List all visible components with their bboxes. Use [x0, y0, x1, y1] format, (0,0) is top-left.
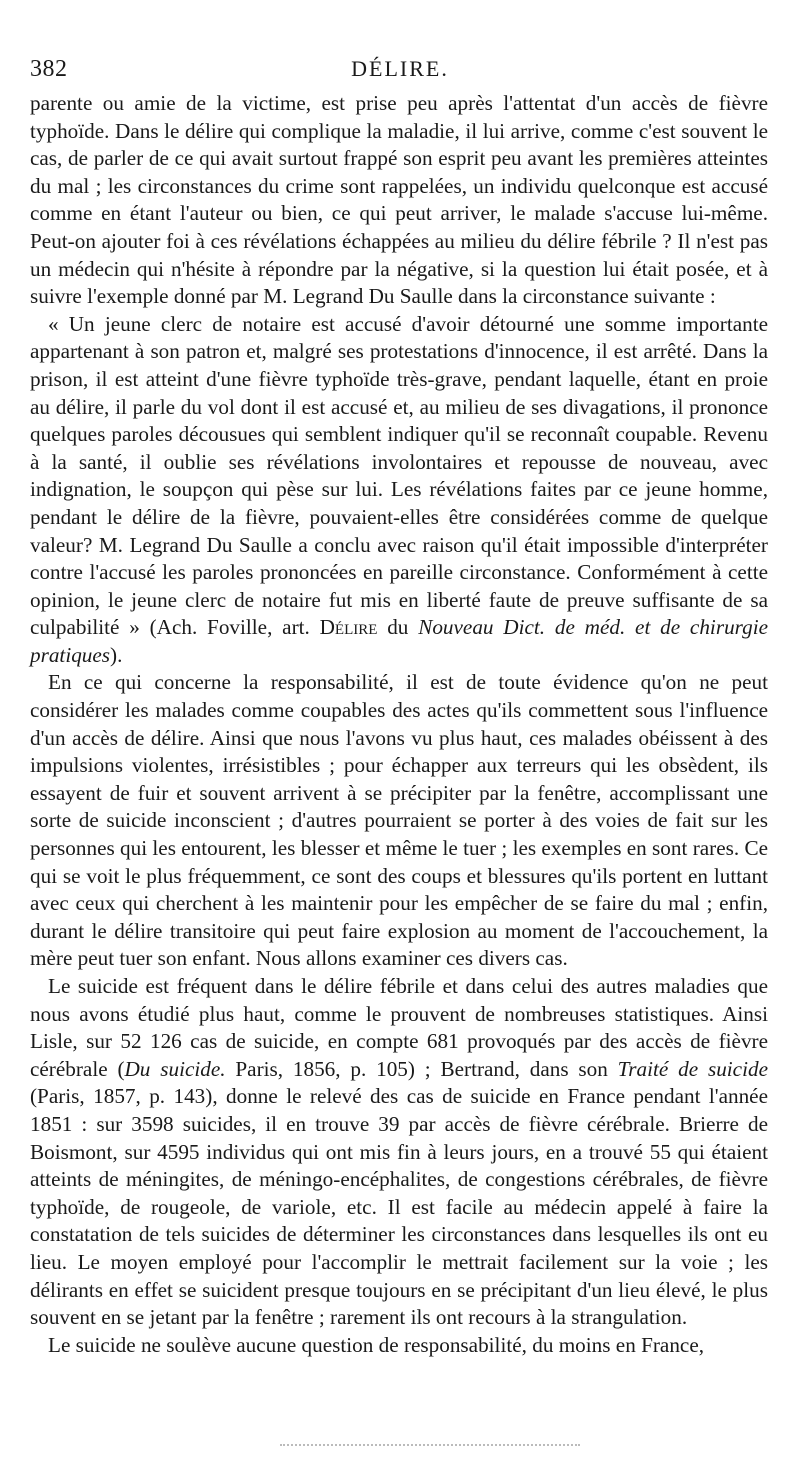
text-run: Le suicide ne soulève aucune question de responsabilité, du moins en France, [48, 1332, 705, 1357]
text-run: « Un jeune clerc de notaire est accusé d'avoir détourné une somme importante appartenant à son patron et, malgré ses protestations d'innocence, il est arrêté. Dans la prison, il est atteint d'une fièvre typhoïde très-grave, pendant laquelle, étant en proie au délire, il parle du vol dont il est accusé et, au milieu de ses divagations, il prononce quelques paroles décousues qui semblent indiquer qu'il se reconnaît coupable. Revenu à la santé, il oublie ses révélations involontaires et repousse de nouveau, avec indignation, le soupçon qui pèse sur lui. Les révélations faites par ce jeune homme, pendant le délire de la fièvre, pouvaient-elles être considérées comme de quelque valeur? M. Legrand Du Saulle a conclu avec raison qu'il était impossible d'interpréter contre l'accusé les paroles prononcées en pareille circonstance. Conformément à cette opinion, le jeune clerc de notaire fut mis en liberté faute de preuve suffisante de sa culpabilité » (Ach. Foville, art. [30, 311, 768, 640]
italic-text: Nouveau Dict. de méd. et de chirurgie pratiques [30, 615, 769, 667]
text-run: du [377, 615, 419, 640]
italic-text: Du suicide. [124, 1056, 226, 1081]
paragraph-p1 [30, 90, 768, 311]
text-run: Le suicide est fréquent dans le délire fébrile et dans celui des autres maladies que nous avons étudié plus haut, comme le prouvent de nombreuses statistiques. Ainsi Lisle, sur 52 126 cas de suicide, en compte 681 provoqués par des accès de fièvre cérébrale ( [30, 974, 768, 1081]
small-caps-text: Délire [319, 615, 378, 640]
text-run: En ce qui concerne la responsabilité, il est de toute évidence qu'on ne peut considérer les malades comme coupables des actes qu'ils commettent sous l'influence d'un accès de délire. Ainsi que nous l'avons vu plus haut, ces malades obéissent à des impulsions violentes, irrésistibles ; pour échapper aux terreurs qui les obsèdent, ils essayent de fuir et souvent arrivent à se précipiter par la fenêtre, accomplissant une sorte de suicide inconscient ; d'autres pourraient se porter à des voies de fait sur les personnes qui les entourent, les blesser et même le tuer ; les exemples en sont rares. Ce qui se voit le plus fréquemment, ce sont des coups et blessures qu'ils portent en luttant avec ceux qui cherchent à les maintenir pour les empêcher de se faire du mal ; enfin, durant le délire transitoire qui peut faire explosion au moment de l'accouchement, la mère peut tuer son enfant. Nous allons examiner ces divers cas. [30, 670, 768, 971]
running-head [30, 56, 770, 90]
italic-text: Traité de suicide [617, 1056, 768, 1081]
paragraph-p5 [30, 1332, 768, 1360]
text-run: Paris, 1856, p. 105) ; Bertrand, dans son [225, 1056, 618, 1081]
body-text [30, 90, 768, 1359]
bottom-print-marks [280, 1438, 580, 1446]
text-run: parente ou amie de la victime, est prise peu après l'attentat d'un accès de fièvre typhoïde. Dans le délire qui complique la maladie, il lui arrive, comme c'est souvent le cas, de parler de ce qui avait surtout frappé son esprit peu avant les premières atteintes du mal ; les circonstances du crime sont rappelées, un individu quelconque est accusé comme en étant l'auteur ou bien, ce qui peut arriver, le malade s'accuse lui-même. Peut-on ajouter foi à ces révélations échappées au milieu du délire fébrile ? Il n'est pas un médecin qui n'hésite à répondre par la négative, si la question lui était posée, et à suivre l'exemple donné par M. Legrand Du Saulle dans la circonstance suivante : [30, 91, 768, 309]
text-run: (Paris, 1857, p. 143), donne le relevé des cas de suicide en France pendant l'année 1851 : sur 3598 suicides, il en trouve 39 par accès de fièvre cérébrale. Brierre de Boismont, sur 4595 individus qui ont mis fin à leurs jours, en a trouvé 55 qui étaient atteints de méningites, de méningo-encéphalites, de congestions cérébrales, de fièvre typhoïde, de rougeole, de variole, etc. Il est facile au médecin appelé à faire la constatation de tels suicides de déterminer les circonstances dans lesquelles ils ont eu lieu. Le moyen employé pour l'accomplir le mettrait facilement sur la voie ; les délirants en effet se suicident presque toujours en se précipitant d'un lieu élevé, le plus souvent en se jetant par la fenêtre ; rarement ils ont recours à la strangulation. [30, 1084, 768, 1330]
paragraph-p2 [30, 311, 768, 670]
page-number: 382 [30, 56, 68, 82]
running-title: DÉLIRE. [351, 56, 449, 81]
text-run: ). [110, 642, 123, 667]
paragraph-p3 [30, 669, 768, 973]
paragraph-p4 [30, 973, 768, 1332]
